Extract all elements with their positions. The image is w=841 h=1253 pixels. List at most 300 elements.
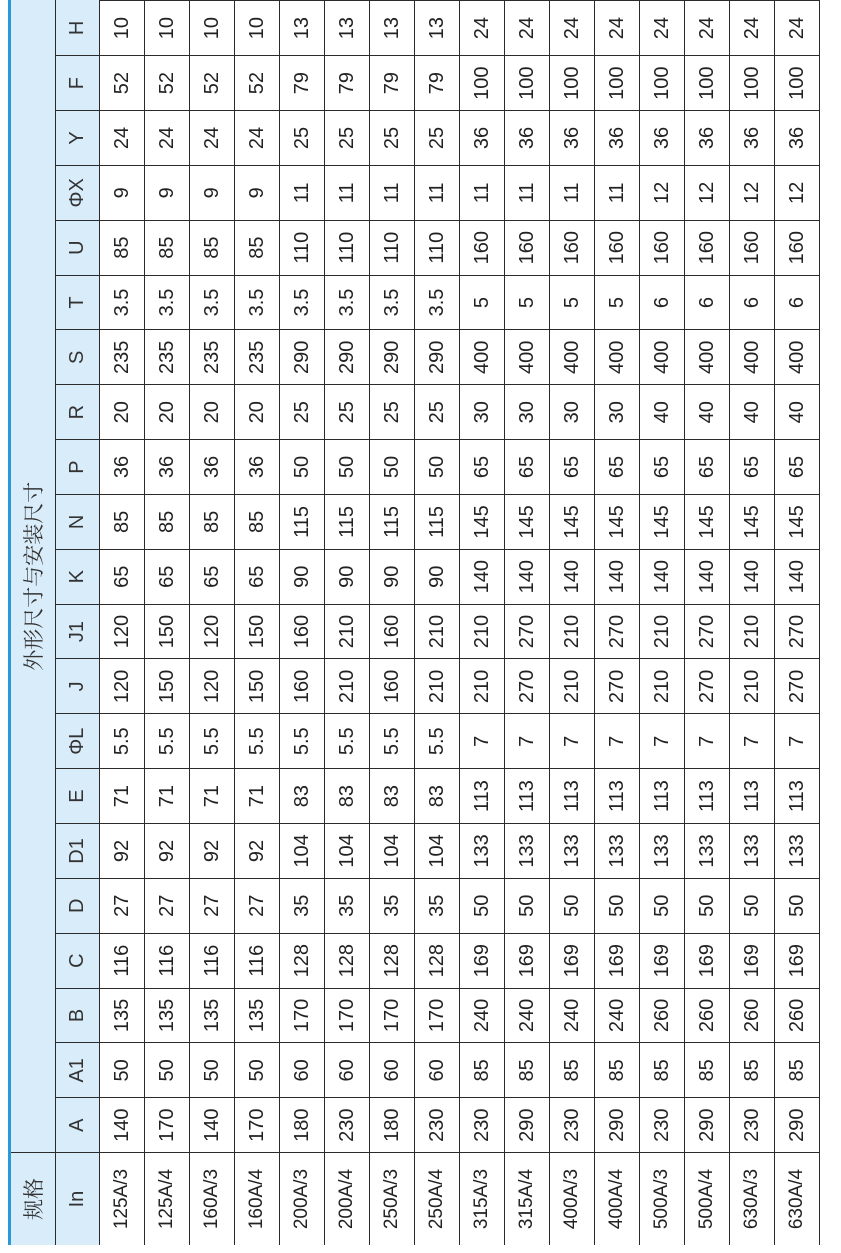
dimension-cell: 65 [190,549,235,604]
dimension-cell: 65 [640,440,685,495]
dimension-cell: 36 [550,111,595,166]
dimension-cell: 160 [775,220,820,275]
dimension-cell: 160 [730,220,775,275]
dimension-cell: 27 [235,878,280,933]
dimension-cell: 113 [595,769,640,824]
dimension-cell: 50 [730,878,775,933]
dimension-cell: 60 [370,1043,415,1098]
dimension-cell: 160 [550,220,595,275]
dimension-cell: 133 [595,824,640,879]
column-header: ΦL [56,714,100,769]
dimension-cell: 100 [775,56,820,111]
table-row [190,1,235,1246]
dimension-cell: 104 [280,824,325,879]
dimension-cell: 3.5 [100,275,145,330]
dimension-cell: 85 [775,1043,820,1098]
dimension-cell: 25 [415,385,460,440]
dimension-cell: 85 [100,494,145,549]
dimension-cell: 65 [550,440,595,495]
dimension-cell: 113 [640,769,685,824]
dimension-cell: 5.5 [280,714,325,769]
column-header: T [56,275,100,330]
model-cell: 250A/4 [415,1153,460,1245]
dimension-cell: 65 [145,549,190,604]
dimension-cell: 170 [280,988,325,1043]
dimension-cell: 290 [415,330,460,385]
column-header: Y [56,111,100,166]
dimension-cell: 133 [685,824,730,879]
dimension-cell: 6 [640,275,685,330]
column-header: In [56,1153,100,1245]
dimension-cell: 140 [775,549,820,604]
dimension-cell: 290 [370,330,415,385]
dimension-cell: 230 [640,1098,685,1153]
dimension-cell: 133 [640,824,685,879]
dimension-cell: 50 [505,878,550,933]
dimension-cell: 113 [505,769,550,824]
dimension-cell: 85 [235,494,280,549]
column-header: J1 [56,604,100,659]
dimension-cell: 50 [595,878,640,933]
dimension-cell: 400 [505,330,550,385]
dimension-cell: 35 [370,878,415,933]
dimension-cell: 79 [370,56,415,111]
dimension-cell: 145 [775,494,820,549]
dimension-cell: 5 [595,275,640,330]
dimension-cell: 7 [550,714,595,769]
dimension-cell: 230 [325,1098,370,1153]
dimension-cell: 40 [730,385,775,440]
dimension-cell: 83 [325,769,370,824]
dimension-cell: 36 [460,111,505,166]
dimension-cell: 65 [505,440,550,495]
column-header-row [56,1,100,1246]
dimension-cell: 160 [280,659,325,714]
dimension-cell: 36 [730,111,775,166]
dimension-cell: 85 [235,220,280,275]
dimension-cell: 150 [235,604,280,659]
dimension-cell: 13 [325,1,370,56]
model-cell: 500A/3 [640,1153,685,1245]
dimension-cell: 30 [550,385,595,440]
dimension-cell: 60 [280,1043,325,1098]
dimension-cell: 235 [235,330,280,385]
dimension-cell: 170 [145,1098,190,1153]
dimension-cell: 35 [280,878,325,933]
dimension-cell: 160 [460,220,505,275]
dimension-cell: 170 [370,988,415,1043]
dimension-cell: 9 [145,165,190,220]
dimension-cell: 10 [190,1,235,56]
dimension-cell: 3.5 [370,275,415,330]
dimension-cell: 113 [685,769,730,824]
dimension-cell: 120 [100,659,145,714]
dimension-cell: 145 [505,494,550,549]
dimension-cell: 110 [325,220,370,275]
dimension-cell: 128 [280,933,325,988]
dimension-cell: 27 [145,878,190,933]
dimension-cell: 50 [325,440,370,495]
dimension-cell: 145 [595,494,640,549]
dimension-cell: 145 [730,494,775,549]
table-row [235,1,280,1246]
model-cell: 315A/3 [460,1153,505,1245]
dimension-cell: 100 [460,56,505,111]
dimension-cell: 170 [235,1098,280,1153]
dimension-cell: 7 [460,714,505,769]
dimension-cell: 260 [730,988,775,1043]
dimension-cell: 92 [145,824,190,879]
column-header: K [56,549,100,604]
model-cell: 630A/3 [730,1153,775,1245]
column-header: N [56,494,100,549]
dimension-cell: 85 [550,1043,595,1098]
dimension-cell: 100 [685,56,730,111]
dimension-cell: 85 [595,1043,640,1098]
model-cell: 315A/4 [505,1153,550,1245]
dimension-cell: 85 [505,1043,550,1098]
dimension-cell: 52 [100,56,145,111]
column-header: H [56,1,100,56]
dimension-cell: 20 [235,385,280,440]
table-row [550,1,595,1246]
dimension-cell: 24 [145,111,190,166]
dimension-cell: 50 [460,878,505,933]
dimension-cell: 116 [100,933,145,988]
dimension-cell: 100 [550,56,595,111]
dimension-cell: 5.5 [325,714,370,769]
dimension-cell: 140 [595,549,640,604]
dimension-cell: 24 [595,1,640,56]
dimension-cell: 13 [370,1,415,56]
model-cell: 160A/3 [190,1153,235,1245]
dimension-cell: 270 [505,604,550,659]
column-header: F [56,56,100,111]
table-row [460,1,505,1246]
dimension-cell: 113 [730,769,775,824]
dimension-cell: 65 [460,440,505,495]
table-row [325,1,370,1246]
dimension-cell: 24 [460,1,505,56]
table-row [370,1,415,1246]
dimension-cell: 290 [325,330,370,385]
dimension-cell: 113 [550,769,595,824]
dimension-cell: 290 [685,1098,730,1153]
dimension-cell: 24 [775,1,820,56]
table-row [505,1,550,1246]
dimension-cell: 100 [505,56,550,111]
spec-title: 规格 [11,1153,56,1245]
dimension-cell: 92 [190,824,235,879]
dimension-cell: 290 [505,1098,550,1153]
dimension-cell: 210 [550,659,595,714]
column-header: D [56,878,100,933]
dimension-cell: 133 [775,824,820,879]
dimension-cell: 169 [685,933,730,988]
dimension-cell: 160 [505,220,550,275]
dimension-cell: 50 [280,440,325,495]
dimension-cell: 160 [280,604,325,659]
dimension-cell: 3.5 [325,275,370,330]
dimension-cell: 210 [460,659,505,714]
dimension-cell: 25 [370,385,415,440]
dimension-cell: 135 [145,988,190,1043]
dimension-cell: 85 [730,1043,775,1098]
dimension-cell: 85 [190,494,235,549]
dimension-cell: 11 [415,165,460,220]
dimension-cell: 5.5 [370,714,415,769]
dimension-cell: 133 [460,824,505,879]
dimension-cell: 140 [550,549,595,604]
dimension-cell: 169 [505,933,550,988]
dimension-cell: 104 [370,824,415,879]
dimension-cell: 100 [730,56,775,111]
dimension-cell: 79 [415,56,460,111]
dimension-cell: 50 [235,1043,280,1098]
dimension-cell: 60 [325,1043,370,1098]
dimension-cell: 400 [595,330,640,385]
dimension-cell: 71 [145,769,190,824]
dimension-cell: 65 [100,549,145,604]
dimension-cell: 120 [100,604,145,659]
dimension-cell: 50 [775,878,820,933]
title-row [11,1,56,1246]
dimension-cell: 135 [235,988,280,1043]
dimension-cell: 30 [505,385,550,440]
dimension-cell: 52 [235,56,280,111]
dimension-cell: 50 [190,1043,235,1098]
dimension-cell: 110 [280,220,325,275]
dimension-cell: 30 [460,385,505,440]
dimension-cell: 128 [370,933,415,988]
dimension-cell: 133 [730,824,775,879]
dimension-cell: 5.5 [190,714,235,769]
model-cell: 500A/4 [685,1153,730,1245]
dimension-cell: 169 [640,933,685,988]
dimension-cell: 145 [685,494,730,549]
table-row [730,1,775,1246]
dimension-cell: 20 [100,385,145,440]
dimension-cell: 11 [595,165,640,220]
dimension-cell: 3.5 [190,275,235,330]
dimension-cell: 260 [685,988,730,1043]
dimension-cell: 79 [280,56,325,111]
dimension-cell: 9 [190,165,235,220]
column-header: A [56,1098,100,1153]
dimension-cell: 24 [640,1,685,56]
dimension-cell: 230 [460,1098,505,1153]
dimension-cell: 133 [505,824,550,879]
dimension-cell: 36 [685,111,730,166]
dimension-cell: 400 [460,330,505,385]
model-cell: 200A/3 [280,1153,325,1245]
dimension-cell: 169 [775,933,820,988]
dimension-cell: 110 [370,220,415,275]
model-cell: 160A/4 [235,1153,280,1245]
dimension-cell: 12 [775,165,820,220]
dimension-cell: 169 [550,933,595,988]
dimension-cell: 235 [145,330,190,385]
dimension-cell: 210 [730,659,775,714]
model-cell: 125A/3 [100,1153,145,1245]
dimension-cell: 50 [640,878,685,933]
column-header: R [56,385,100,440]
dimension-cell: 135 [190,988,235,1043]
dimension-cell: 36 [595,111,640,166]
dimension-cell: 169 [595,933,640,988]
dimension-cell: 25 [325,111,370,166]
table-row [595,1,640,1246]
dimension-cell: 150 [145,604,190,659]
dimension-cell: 7 [775,714,820,769]
dimension-cell: 210 [415,604,460,659]
dimension-cell: 71 [235,769,280,824]
dimension-cell: 85 [145,494,190,549]
dimension-cell: 400 [685,330,730,385]
dimension-cell: 52 [145,56,190,111]
dimension-cell: 90 [370,549,415,604]
dimension-cell: 128 [325,933,370,988]
dimension-cell: 10 [100,1,145,56]
dimension-cell: 140 [685,549,730,604]
dimension-cell: 7 [730,714,775,769]
dimension-cell: 12 [640,165,685,220]
dimension-cell: 230 [415,1098,460,1153]
dimension-cell: 24 [550,1,595,56]
column-header: P [56,440,100,495]
dimension-cell: 400 [550,330,595,385]
dimension-cell: 12 [730,165,775,220]
dimension-cell: 270 [595,604,640,659]
dimension-cell: 145 [460,494,505,549]
dimension-cell: 160 [370,604,415,659]
dimension-cell: 85 [460,1043,505,1098]
dimension-cell: 24 [100,111,145,166]
dimension-cell: 85 [145,220,190,275]
dimension-cell: 7 [505,714,550,769]
dimension-cell: 50 [550,878,595,933]
dimension-cell: 7 [595,714,640,769]
model-cell: 200A/4 [325,1153,370,1245]
dimension-cell: 90 [325,549,370,604]
dimension-cell: 270 [775,659,820,714]
dimension-cell: 11 [280,165,325,220]
dimension-cell: 115 [280,494,325,549]
dimension-cell: 7 [640,714,685,769]
dimension-cell: 270 [595,659,640,714]
dimension-cell: 3.5 [235,275,280,330]
table-row [640,1,685,1246]
dimension-cell: 20 [190,385,235,440]
dimension-cell: 71 [100,769,145,824]
dimension-cell: 36 [235,440,280,495]
dimension-cell: 24 [235,111,280,166]
model-cell: 250A/3 [370,1153,415,1245]
dimension-cell: 30 [595,385,640,440]
dimension-cell: 240 [460,988,505,1043]
dimension-cell: 140 [505,549,550,604]
dimension-cell: 11 [325,165,370,220]
dimension-cell: 270 [685,659,730,714]
dimension-cell: 36 [505,111,550,166]
dimension-cell: 400 [730,330,775,385]
model-cell: 400A/4 [595,1153,640,1245]
dimension-cell: 5 [460,275,505,330]
dimension-cell: 27 [100,878,145,933]
dimension-cell: 230 [730,1098,775,1153]
dimension-cell: 5 [505,275,550,330]
dimension-cell: 230 [550,1098,595,1153]
dimension-cell: 100 [640,56,685,111]
dimension-cell: 24 [505,1,550,56]
dimension-cell: 5.5 [100,714,145,769]
dimension-cell: 36 [775,111,820,166]
dimension-cell: 290 [280,330,325,385]
dimension-cell: 13 [280,1,325,56]
dimension-cell: 90 [415,549,460,604]
column-header: D1 [56,824,100,879]
dimension-cell: 3.5 [145,275,190,330]
dimension-cell: 25 [415,111,460,166]
dimension-cell: 115 [325,494,370,549]
dimension-cell: 115 [415,494,460,549]
dimension-cell: 115 [370,494,415,549]
dimension-cell: 11 [550,165,595,220]
dimension-cell: 5.5 [415,714,460,769]
dimension-cell: 150 [145,659,190,714]
table-row [415,1,460,1246]
dimension-cell: 25 [280,385,325,440]
dimension-cell: 85 [640,1043,685,1098]
model-cell: 125A/4 [145,1153,190,1245]
dimension-cell: 235 [190,330,235,385]
dimension-cell: 240 [550,988,595,1043]
dimension-cell: 65 [775,440,820,495]
dimension-cell: 10 [145,1,190,56]
dimension-cell: 100 [595,56,640,111]
dimension-cell: 50 [685,878,730,933]
dimension-cell: 11 [505,165,550,220]
dimension-cell: 24 [730,1,775,56]
dimension-cell: 9 [100,165,145,220]
dimension-cell: 110 [415,220,460,275]
dimension-cell: 113 [460,769,505,824]
column-header: A1 [56,1043,100,1098]
model-cell: 400A/3 [550,1153,595,1245]
dimension-cell: 90 [280,549,325,604]
dimension-cell: 128 [415,933,460,988]
dimension-cell: 83 [280,769,325,824]
dimension-cell: 3.5 [280,275,325,330]
dimension-cell: 36 [100,440,145,495]
dimension-cell: 150 [235,659,280,714]
dimension-cell: 400 [775,330,820,385]
table-row [145,1,190,1246]
dimension-cell: 92 [235,824,280,879]
dimension-cell: 35 [415,878,460,933]
dimension-cell: 260 [640,988,685,1043]
dimension-cell: 36 [640,111,685,166]
dimension-cell: 240 [595,988,640,1043]
dimension-cell: 235 [100,330,145,385]
column-header: C [56,933,100,988]
dimension-cell: 83 [415,769,460,824]
dimension-cell: 6 [685,275,730,330]
column-header: S [56,330,100,385]
dimension-cell: 140 [100,1098,145,1153]
dimension-cell: 6 [775,275,820,330]
column-header: B [56,988,100,1043]
